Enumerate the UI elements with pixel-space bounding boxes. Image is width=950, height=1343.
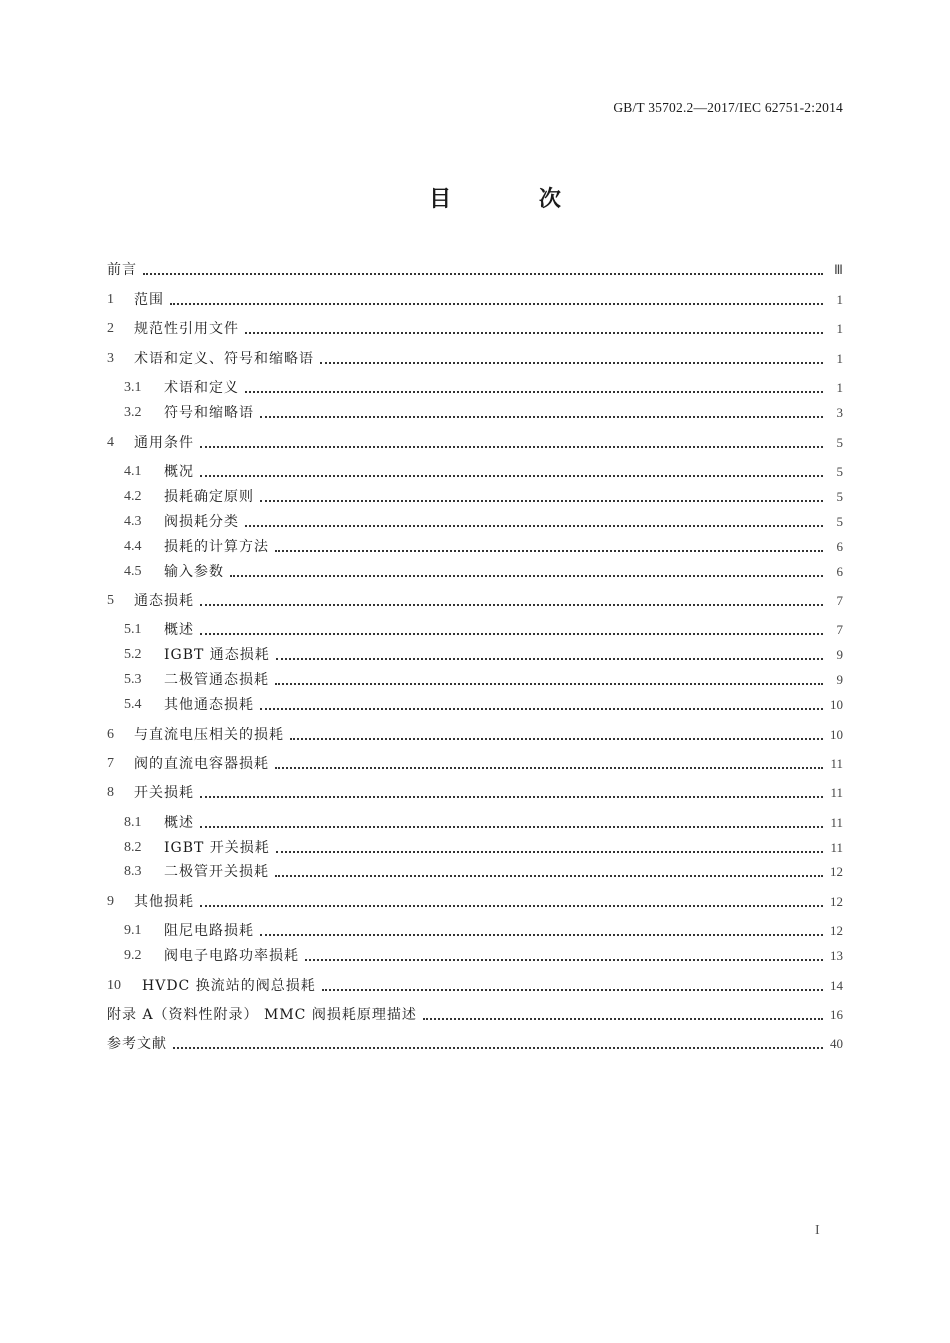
toc-entry-page: 1 <box>836 380 843 395</box>
toc-entry[interactable] <box>124 919 843 943</box>
toc-entry-number: 5.4 <box>124 697 142 712</box>
toc-entry-label: 附录 A（资料性附录） MMC 阀损耗原理描述 <box>107 1007 417 1023</box>
toc-entry[interactable] <box>124 668 843 692</box>
toc-leader-dots <box>260 401 823 425</box>
toc-entry-page: 9 <box>836 647 843 662</box>
toc-entry[interactable] <box>107 1032 843 1056</box>
toc-entry[interactable] <box>107 258 843 282</box>
toc-entry[interactable] <box>107 431 843 455</box>
toc-entry-number: 1 <box>107 292 114 307</box>
toc-leader-dots <box>275 535 823 559</box>
toc-entry-page: 5 <box>836 464 843 479</box>
toc-entry-label: 阻尼电路损耗 <box>164 923 254 939</box>
toc-entry-number: 4.4 <box>124 539 142 554</box>
toc-entry-page: 6 <box>836 564 843 579</box>
toc-entry-page: 11 <box>830 785 843 800</box>
toc-entry-label: 概述 <box>164 622 194 638</box>
toc-leader-dots <box>322 974 823 998</box>
toc-entry-label: 阀损耗分类 <box>164 514 239 530</box>
toc-entry-number: 3 <box>107 351 114 366</box>
toc-leader-dots <box>275 668 823 692</box>
toc-entry[interactable] <box>124 510 843 534</box>
toc-entry[interactable] <box>124 944 843 968</box>
toc-entry-label: 术语和定义 <box>164 380 239 396</box>
toc-entry-page: 10 <box>830 697 843 712</box>
toc-entry-label: 通态损耗 <box>134 593 194 609</box>
toc-leader-dots <box>260 485 823 509</box>
toc-entry[interactable] <box>107 890 843 914</box>
toc-leader-dots <box>245 510 823 534</box>
toc-entry-number: 8.2 <box>124 840 142 855</box>
toc-entry[interactable] <box>107 317 843 341</box>
toc-entry[interactable] <box>107 781 843 805</box>
toc-entry-page: 5 <box>836 435 843 450</box>
toc-leader-dots <box>275 752 823 776</box>
toc-leader-dots <box>170 288 823 312</box>
toc-entry[interactable] <box>124 535 843 559</box>
toc-entry-number: 4.3 <box>124 514 142 529</box>
toc-entry-page: 3 <box>836 405 843 420</box>
page-title: 目 次 <box>429 187 601 212</box>
toc-entry-label: IGBT 开关损耗 <box>164 840 270 856</box>
toc-entry-page: 5 <box>836 489 843 504</box>
toc-entry[interactable] <box>124 618 843 642</box>
toc-leader-dots <box>200 589 823 613</box>
toc-leader-dots <box>276 643 823 667</box>
toc-entry-label: 规范性引用文件 <box>134 321 239 337</box>
toc-entry-page: 1 <box>836 292 843 307</box>
toc-entry-number: 9.1 <box>124 923 142 938</box>
toc-entry-page: 10 <box>830 727 843 742</box>
toc-entry[interactable] <box>107 752 843 776</box>
toc-leader-dots <box>275 860 823 884</box>
toc-leader-dots <box>200 431 823 455</box>
toc-entry-label: 输入参数 <box>164 564 224 580</box>
toc-leader-dots <box>200 460 823 484</box>
page-number: I <box>815 1223 820 1238</box>
toc-entry-number: 4.1 <box>124 464 142 479</box>
toc-entry-page: 1 <box>836 321 843 336</box>
toc-entry[interactable] <box>124 836 843 860</box>
toc-entry[interactable] <box>124 401 843 425</box>
toc-leader-dots <box>143 258 823 282</box>
toc-leader-dots <box>320 347 823 371</box>
toc-leader-dots <box>423 1003 823 1027</box>
toc-entry[interactable] <box>124 560 843 584</box>
toc-entry-page: 12 <box>830 923 843 938</box>
toc-leader-dots <box>276 836 823 860</box>
toc-entry-label: 范围 <box>134 292 164 308</box>
toc-leader-dots <box>245 376 823 400</box>
toc-entry-number: 5.2 <box>124 647 142 662</box>
toc-leader-dots <box>245 317 823 341</box>
toc-entry-label: 其他损耗 <box>134 894 194 910</box>
toc-entry[interactable] <box>124 485 843 509</box>
toc-entry-page: 12 <box>830 894 843 909</box>
toc-leader-dots <box>200 618 823 642</box>
toc-entry[interactable] <box>124 643 843 667</box>
toc-entry-number: 2 <box>107 321 114 336</box>
toc-leader-dots <box>200 811 823 835</box>
toc-entry-page: 6 <box>836 539 843 554</box>
toc-entry-label: 损耗确定原则 <box>164 489 254 505</box>
toc-entry-number: 5.3 <box>124 672 142 687</box>
toc-entry-number: 5.1 <box>124 622 142 637</box>
toc-entry[interactable] <box>107 347 843 371</box>
toc-entry[interactable] <box>107 1003 843 1027</box>
toc-entry-label: 概述 <box>164 815 194 831</box>
toc-entry-number: 3.2 <box>124 405 142 420</box>
toc-entry-number: 8 <box>107 785 114 800</box>
toc-entry-number: 4.5 <box>124 564 142 579</box>
toc-entry-page: 11 <box>830 815 843 830</box>
toc-leader-dots <box>173 1032 823 1056</box>
standard-code: GB/T 35702.2—2017/IEC 62751-2:2014 <box>613 100 843 115</box>
toc-entry-page: 16 <box>830 1007 843 1022</box>
toc-entry-label: 符号和缩略语 <box>164 405 254 421</box>
toc-entry-label: 术语和定义、符号和缩略语 <box>134 351 314 367</box>
toc-entry-number: 3.1 <box>124 380 142 395</box>
toc-entry-label: 二极管通态损耗 <box>164 672 269 688</box>
toc-entry-page: 1 <box>836 351 843 366</box>
toc-entry-number: 4.2 <box>124 489 142 504</box>
toc-entry-number: 9 <box>107 894 114 909</box>
toc-entry-label: 与直流电压相关的损耗 <box>134 727 284 743</box>
toc-entry-page: Ⅲ <box>834 262 843 277</box>
toc-entry[interactable] <box>124 860 843 884</box>
toc-leader-dots <box>230 560 823 584</box>
toc-leader-dots <box>260 693 823 717</box>
toc-entry-number: 8.1 <box>124 815 142 830</box>
toc-leader-dots <box>200 890 823 914</box>
toc-entry-label: 阀电子电路功率损耗 <box>164 948 299 964</box>
toc-entry-label: 损耗的计算方法 <box>164 539 269 555</box>
toc-entry-label: 开关损耗 <box>134 785 194 801</box>
toc-leader-dots <box>260 919 823 943</box>
toc-entry-page: 14 <box>830 978 843 993</box>
toc-entry-label: 二极管开关损耗 <box>164 864 269 880</box>
toc-entry-page: 12 <box>830 864 843 879</box>
toc-entry[interactable] <box>107 589 843 613</box>
toc-entry-page: 13 <box>830 948 843 963</box>
toc-entry-number: 6 <box>107 727 114 742</box>
toc-entry-page: 11 <box>830 840 843 855</box>
toc-entry-label: 阀的直流电容器损耗 <box>134 756 269 772</box>
toc-entry-label: 通用条件 <box>134 435 194 451</box>
toc-entry[interactable] <box>124 376 843 400</box>
toc-entry-number: 7 <box>107 756 114 771</box>
toc-entry-label: HVDC 换流站的阀总损耗 <box>142 978 316 994</box>
toc-entry-label: IGBT 通态损耗 <box>164 647 270 663</box>
toc-entry-label: 前言 <box>107 262 137 278</box>
toc-entry-page: 9 <box>836 672 843 687</box>
toc-entry-page: 7 <box>836 622 843 637</box>
toc-entry-number: 5 <box>107 593 114 608</box>
toc-entry-page: 5 <box>836 514 843 529</box>
toc-entry-label: 参考文献 <box>107 1036 167 1052</box>
toc-entry-number: 9.2 <box>124 948 142 963</box>
toc-entry-number: 10 <box>107 978 121 993</box>
toc-entry-number: 4 <box>107 435 114 450</box>
toc-entry-page: 40 <box>830 1036 843 1051</box>
toc-entry[interactable] <box>107 723 843 747</box>
toc-entry-label: 其他通态损耗 <box>164 697 254 713</box>
toc-leader-dots <box>200 781 823 805</box>
toc-leader-dots <box>305 944 823 968</box>
toc-entry-number: 8.3 <box>124 864 142 879</box>
toc-entry-label: 概况 <box>164 464 194 480</box>
toc-entry[interactable] <box>124 811 843 835</box>
toc-entry[interactable] <box>107 974 843 998</box>
toc-entry[interactable] <box>124 460 843 484</box>
toc-leader-dots <box>290 723 823 747</box>
toc-entry[interactable] <box>124 693 843 717</box>
toc-entry-page: 11 <box>830 756 843 771</box>
toc-entry[interactable] <box>107 288 843 312</box>
toc-entry-page: 7 <box>836 593 843 608</box>
